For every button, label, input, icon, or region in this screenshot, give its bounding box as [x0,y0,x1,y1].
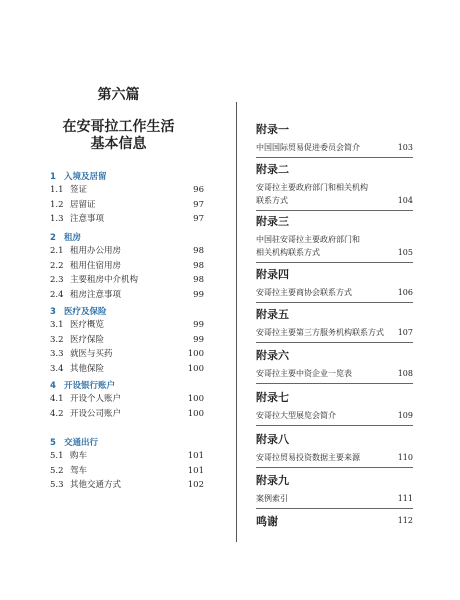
section-heading [50,170,107,182]
appendix-rule [256,383,413,384]
toc-entry-page: 99 [193,334,204,345]
toc-entry-page: 96 [193,185,204,195]
appendix-rule [256,262,413,263]
appendix-description: 相关机构联系方式 [256,248,320,257]
toc-entry-number: 4.2 [50,408,64,419]
appendix-page: 106 [397,288,413,297]
toc-entry-page: 100 [187,394,204,404]
toc-entry-text: 医疗概览 [70,320,105,330]
chapter-title-line1: 在安哥拉工作生活 [62,119,175,135]
appendix-heading[interactable]: 附录二 [256,163,289,176]
appendix-heading[interactable]: 附录一 [256,123,289,136]
toc-entry-text: 开设公司账户 [70,408,122,419]
appendix-description: 中国驻安哥拉主要政府部门和 [256,235,360,244]
toc-entry[interactable] [50,465,204,477]
appendix-rule [256,210,413,211]
section-title: 开设银行账户 [64,381,116,391]
appendix-heading[interactable]: 附录七 [256,391,289,404]
appendix-page: 107 [397,328,413,337]
appendix-rule [256,508,413,509]
appendix-page: 104 [397,196,413,205]
section-number: 5 [50,438,56,448]
vertical-divider [236,102,237,542]
toc-entry-number: 5.1 [50,451,64,461]
appendix-heading[interactable]: 附录九 [256,474,289,487]
toc-entry-page: 98 [193,246,204,256]
toc-entry[interactable] [50,289,204,301]
toc-entry-number: 2.1 [50,246,64,256]
toc-entry-text: 租房注意事项 [70,289,122,300]
toc-entry-text: 主要租房中介机构 [70,275,139,285]
appendix-page: 108 [397,369,413,378]
toc-entry-number: 5.2 [50,465,64,476]
toc-entry-page: 100 [187,349,204,359]
toc-entry[interactable] [50,274,204,286]
toc-entry-number: 2.2 [50,260,64,271]
appendix-description: 安哥拉主要第三方服务机构联系方式 [256,328,384,337]
toc-entry-text: 租用住宿用房 [70,260,122,271]
appendix-description: 安哥拉主要中资企业一览表 [256,369,352,378]
toc-entry[interactable] [50,479,204,491]
toc-entry-number: 2.4 [50,289,64,300]
toc-entry-text: 其他保险 [70,363,105,374]
appendix-page: 103 [397,143,413,152]
toc-entry-number: 3.1 [50,320,64,330]
appendix-page: 110 [397,453,413,462]
toc-entry[interactable] [50,184,204,196]
toc-entry[interactable] [50,245,204,257]
toc-entry-text: 开设个人账户 [70,394,122,404]
toc-entry-page: 97 [193,214,204,224]
toc-entry-number: 3.3 [50,349,64,359]
toc-entry-page: 101 [187,451,204,461]
toc-entry-page: 98 [193,260,204,271]
section-heading [50,305,107,317]
toc-entry-page: 101 [187,465,204,476]
section-title: 租房 [64,233,82,243]
appendix-heading[interactable]: 附录三 [256,215,289,228]
section-title: 入境及居留 [64,172,107,182]
toc-entry[interactable] [50,408,204,420]
appendix-heading[interactable]: 附录四 [256,268,289,281]
section-number: 4 [50,381,56,391]
toc-entry-page: 100 [187,363,204,374]
toc-entry[interactable] [50,213,204,225]
section-number: 2 [50,233,56,243]
toc-entry[interactable] [50,393,204,405]
toc-entry[interactable] [50,199,204,211]
toc-entry-text: 医疗保险 [70,334,105,345]
appendix-heading[interactable]: 鸣谢 [256,515,278,528]
appendix-heading[interactable]: 附录八 [256,433,289,446]
toc-entry-number: 1.3 [50,214,64,224]
appendix-description: 安哥拉主要政府部门和相关机构 [256,183,368,192]
toc-entry[interactable] [50,348,204,360]
appendix-page: 109 [397,411,413,420]
toc-entry-text: 驾车 [70,465,88,476]
toc-entry-number: 1.1 [50,185,64,195]
appendix-description: 安哥拉主要商协会联系方式 [256,288,352,297]
toc-entry-page: 102 [187,480,204,490]
toc-entry-number: 1.2 [50,199,64,210]
appendix-page: 111 [397,494,413,503]
appendix-description: 联系方式 [256,196,288,205]
appendix-rule [256,425,413,426]
toc-entry-text: 就医与买药 [70,349,113,359]
toc-entry-text: 注意事项 [70,214,105,224]
toc-entry-number: 2.3 [50,275,64,285]
section-title: 交通出行 [64,438,99,448]
toc-entry-page: 100 [187,408,204,419]
appendix-description: 安哥拉大型展览会简介 [256,411,336,420]
section-heading [50,436,98,448]
toc-entry-page: 98 [193,275,204,285]
toc-entry-text: 居留证 [70,199,96,210]
toc-entry[interactable] [50,450,204,462]
section-heading [50,231,81,243]
toc-entry-text: 购车 [70,451,88,461]
toc-entry[interactable] [50,319,204,331]
appendix-description: 中国国际贸易促进委员会简介 [256,143,360,152]
chapter-title [0,119,237,153]
toc-entry-text: 租用办公用房 [70,246,122,256]
appendix-page: 105 [397,248,413,257]
toc-entry-page: 99 [193,289,204,300]
appendix-heading[interactable]: 附录五 [256,308,289,321]
chapter-title-line2: 基本信息 [90,136,147,152]
appendix-rule [256,467,413,468]
toc-entry[interactable] [50,260,204,272]
appendix-rule [256,302,413,303]
toc-entry-text: 签证 [70,185,88,195]
toc-entry-number: 3.4 [50,363,64,374]
appendix-description: 案例索引 [256,494,288,503]
appendix-rule [256,342,413,343]
toc-entry[interactable] [50,334,204,346]
toc-entry-number: 3.2 [50,334,64,345]
section-number: 3 [50,307,56,317]
part-label: 第六篇 [97,87,140,103]
toc-entry[interactable] [50,363,204,375]
appendix-heading[interactable]: 附录六 [256,349,289,362]
appendix-description: 安哥拉贸易投资数据主要来源 [256,453,360,462]
section-number: 1 [50,172,56,182]
appendix-page: 112 [397,516,413,525]
appendix-rule [256,157,413,158]
toc-entry-page: 97 [193,199,204,210]
toc-entry-number: 4.1 [50,394,64,404]
toc-entry-number: 5.3 [50,480,64,490]
toc-entry-text: 其他交通方式 [70,480,122,490]
section-title: 医疗及保险 [64,307,107,317]
section-heading [50,379,115,391]
toc-entry-page: 99 [193,320,204,330]
